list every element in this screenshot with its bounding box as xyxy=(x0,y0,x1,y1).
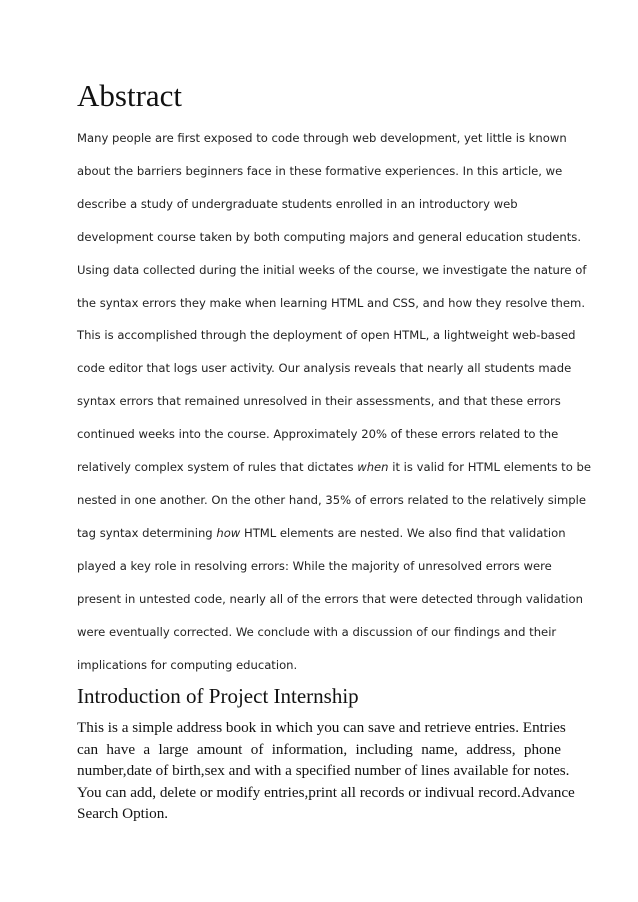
introduction-line: number,date of birth,sex and with a specified number of lines available for notes. xyxy=(77,762,570,779)
abstract-line: describe a study of undergraduate students enrolled in an introductory web xyxy=(77,196,518,211)
abstract-line: the syntax errors they make when learning HTML and CSS, and how they resolve them. xyxy=(77,295,586,310)
abstract-line: implications for computing education. xyxy=(77,657,298,672)
abstract-line: tag syntax determining how HTML elements are nested. We also find that validation xyxy=(77,525,566,540)
abstract-line: code editor that logs user activity. Our analysis reveals that nearly all students made xyxy=(77,361,572,376)
abstract-line: were eventually corrected. We conclude with a discussion of our findings and their xyxy=(77,624,557,639)
introduction-line: can have a large amount of information, including name, address, phone xyxy=(77,740,561,758)
abstract-line: present in untested code, nearly all of the errors that were detected through validation xyxy=(77,591,583,606)
abstract-line: This is accomplished through the deployment of open HTML, a lightweight web-based xyxy=(77,328,576,343)
abstract-line: nested in one another. On the other hand, 35% of errors related to the relatively simple xyxy=(77,492,586,507)
introduction-heading: Introduction of Project Internship xyxy=(77,684,359,708)
introduction-line: This is a simple address book in which you can save and retrieve entries. Entries xyxy=(77,719,566,736)
emphasis-when: when xyxy=(357,460,389,475)
abstract-line: about the barriers beginners face in these formative experiences. In this article, we xyxy=(77,163,563,178)
abstract-heading: Abstract xyxy=(77,78,183,113)
abstract-line: development course taken by both computing majors and general education students. xyxy=(77,229,581,244)
abstract-paragraph xyxy=(77,122,591,681)
abstract-line: Using data collected during the initial weeks of the course, we investigate the nature of xyxy=(77,262,587,277)
emphasis-how: how xyxy=(216,525,241,540)
abstract-line: continued weeks into the course. Approximately 20% of these errors related to the xyxy=(77,427,559,442)
abstract-line: relatively complex system of rules that dictates when it is valid for HTML elements to be xyxy=(77,460,591,475)
abstract-line: Many people are first exposed to code through web development, yet little is known xyxy=(77,131,567,145)
introduction-line: Search Option. xyxy=(77,805,169,822)
introduction-line: You can add, delete or modify entries,print all records or indivual record.Advance xyxy=(77,783,575,801)
abstract-line: played a key role in resolving errors: While the majority of unresolved errors were xyxy=(77,558,552,573)
abstract-line: syntax errors that remained unresolved in their assessments, and that these errors xyxy=(77,394,561,409)
introduction-paragraph xyxy=(77,717,575,825)
